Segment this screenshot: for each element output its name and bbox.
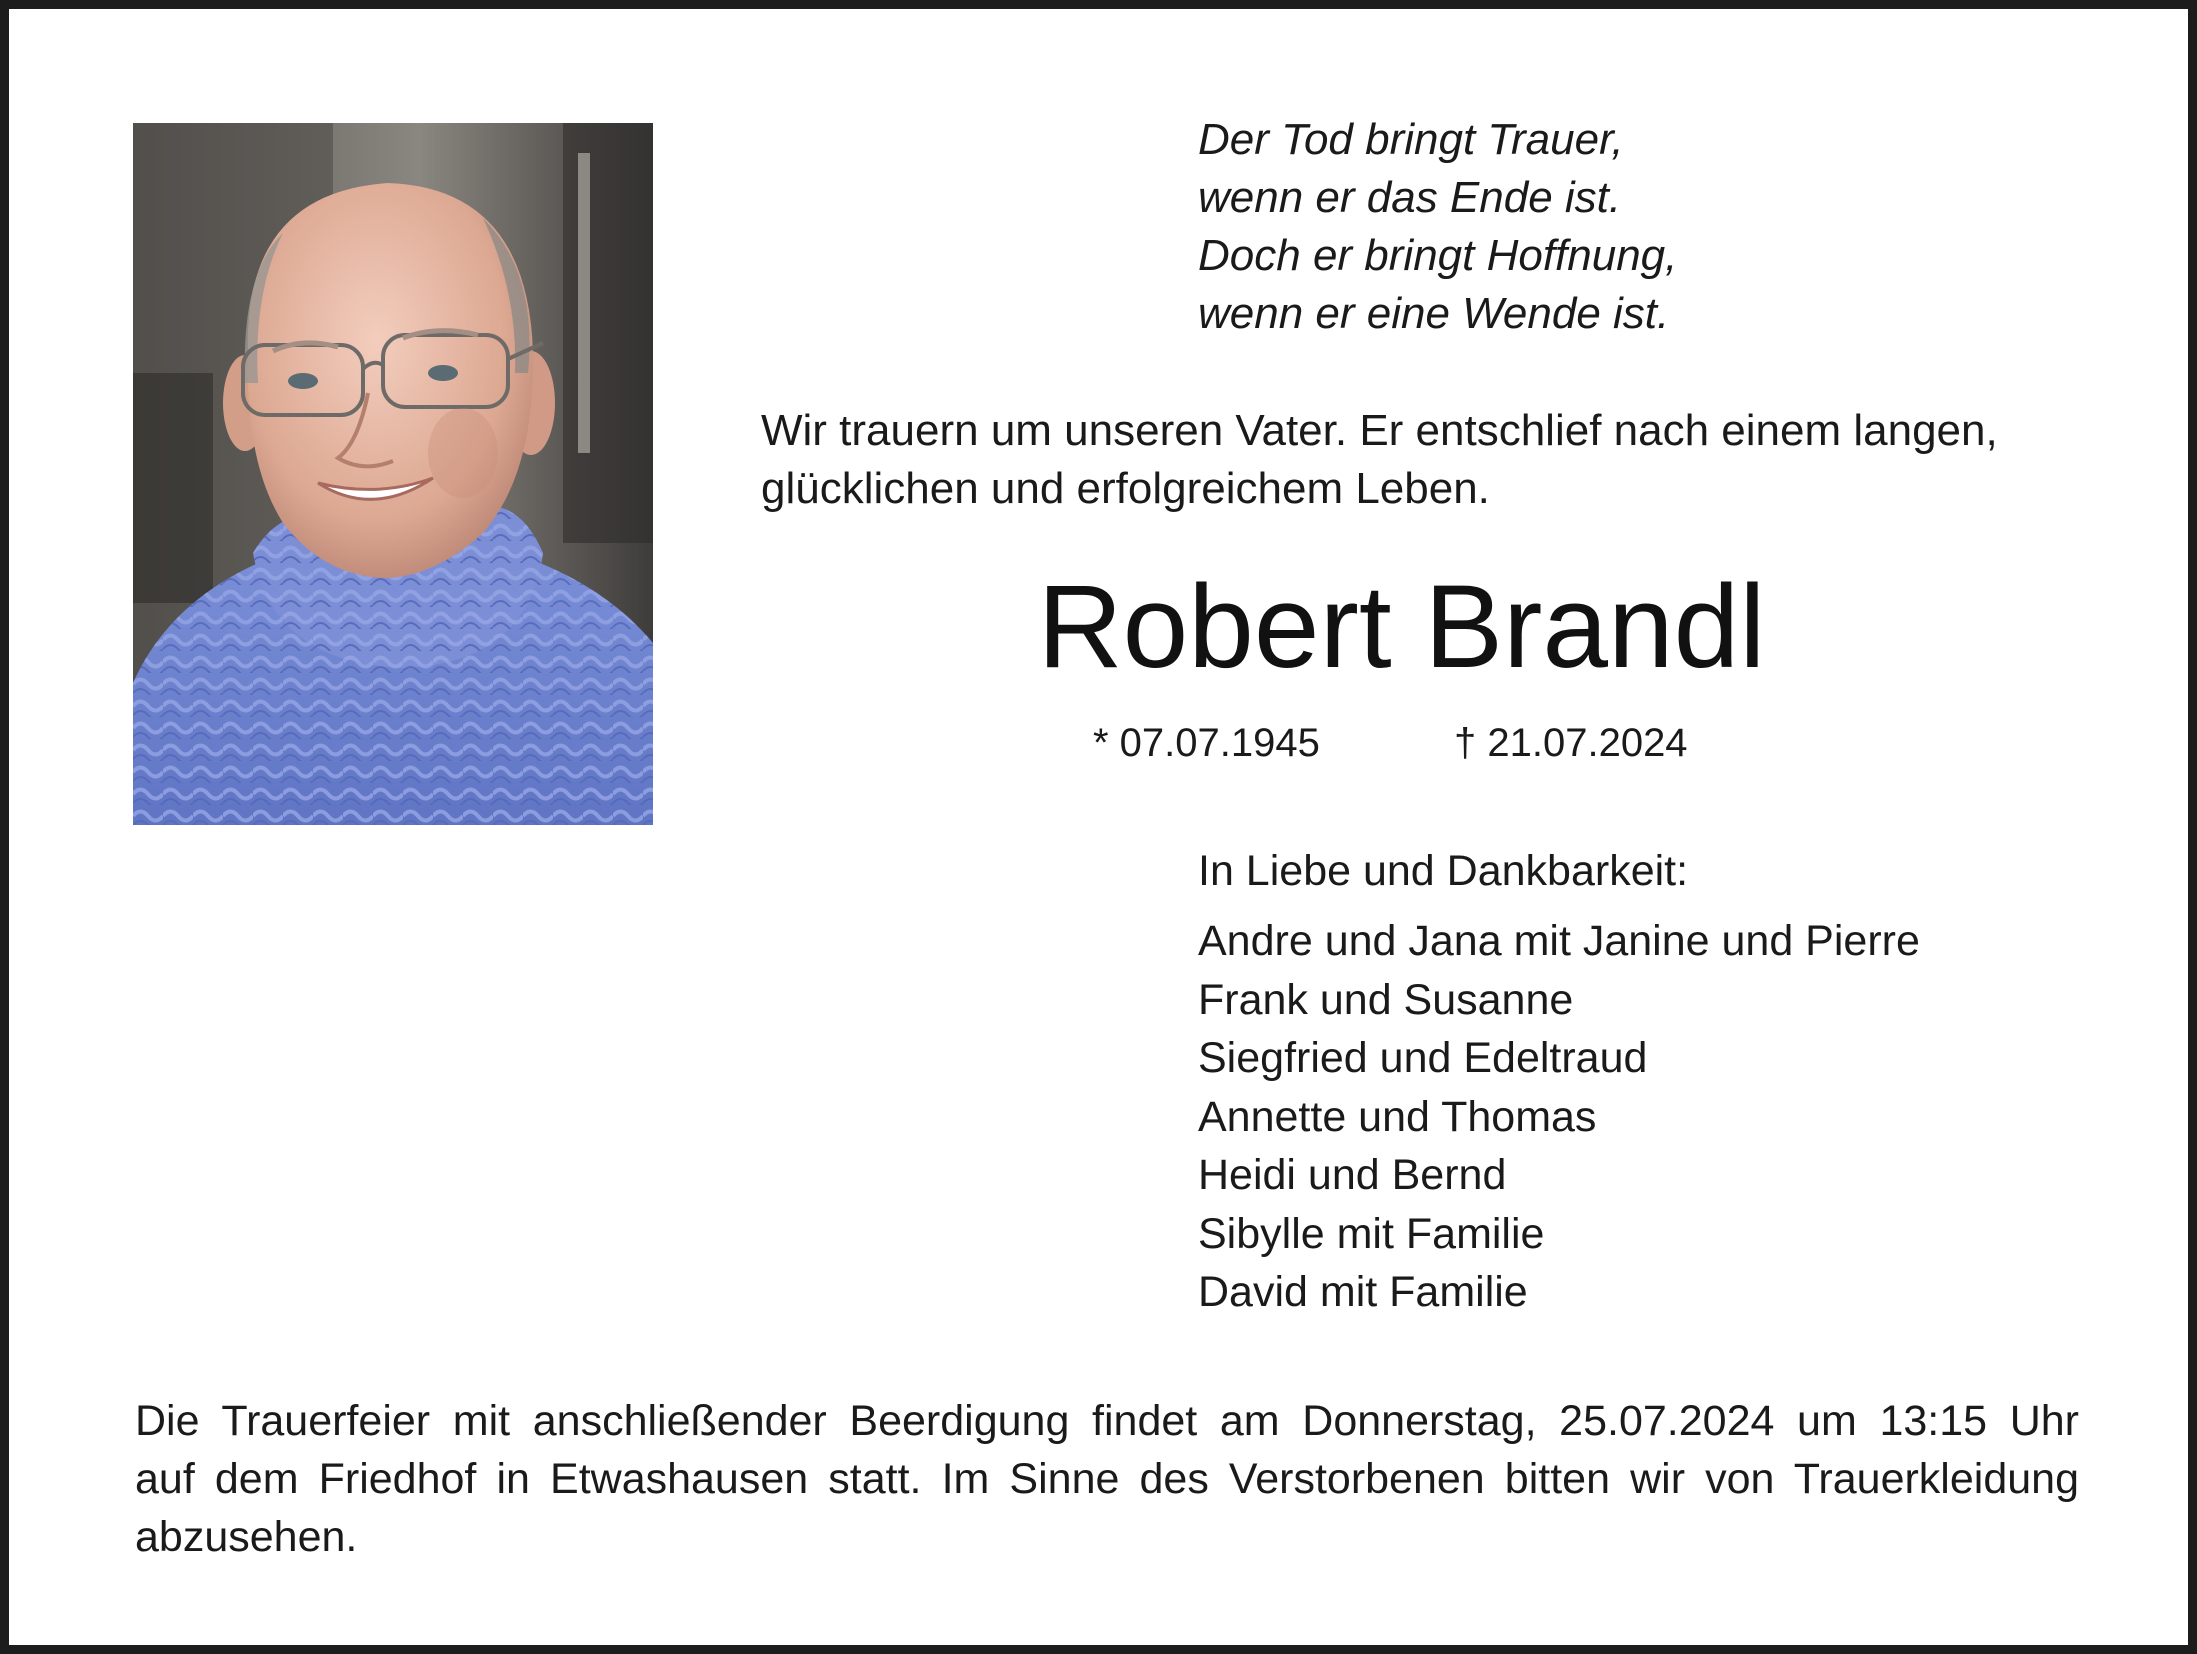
mourner-name: Annette und Thomas xyxy=(1198,1092,1597,1141)
announcement-line: Wir trauern um unseren Vater. Er entschlief nach einem langen, xyxy=(761,406,1998,455)
mourner-name: Siegfried und Edeltraud xyxy=(1198,1034,1648,1082)
quote-line: Der Tod bringt Trauer, xyxy=(1198,115,1624,164)
funeral-details xyxy=(135,1392,2079,1566)
portrait-photo xyxy=(133,123,653,825)
quote-line: wenn er eine Wende ist. xyxy=(1198,289,1670,338)
mourner-name: Heidi und Bernd xyxy=(1198,1151,1507,1199)
funeral-line: abzusehen. xyxy=(135,1513,358,1561)
mourner-name: Andre und Jana mit Janine und Pierre xyxy=(1198,917,1920,965)
quote-line: Doch er bringt Hoffnung, xyxy=(1198,231,1678,280)
mourner-name: Frank und Susanne xyxy=(1198,975,1574,1024)
mourners-list xyxy=(1198,912,1920,1322)
deceased-name: Robert Brandl xyxy=(1037,561,1766,693)
funeral-line: auf dem Friedhof in Etwashausen statt. Im Sinne des Verstorbenen bitten wir von Trauerkleidung xyxy=(135,1455,2079,1503)
memorial-quote xyxy=(1198,111,1677,343)
announcement-line: glücklichen und erfolgreichem Leben. xyxy=(761,464,1490,513)
quote-line: wenn er das Ende ist. xyxy=(1198,173,1622,222)
mourners-heading: In Liebe und Dankbarkeit: xyxy=(1198,847,1689,895)
mourner-name: David mit Familie xyxy=(1198,1268,1528,1316)
mourner-name: Sibylle mit Familie xyxy=(1198,1209,1545,1258)
birth-date: * 07.07.1945 xyxy=(1093,721,1320,765)
death-date: † 21.07.2024 xyxy=(1454,721,1688,765)
mourning-announcement xyxy=(761,402,2081,518)
funeral-line: Die Trauerfeier mit anschließender Beerdigung findet am Donnerstag, 25.07.2024 um 13:15 Uhr xyxy=(135,1397,2079,1445)
